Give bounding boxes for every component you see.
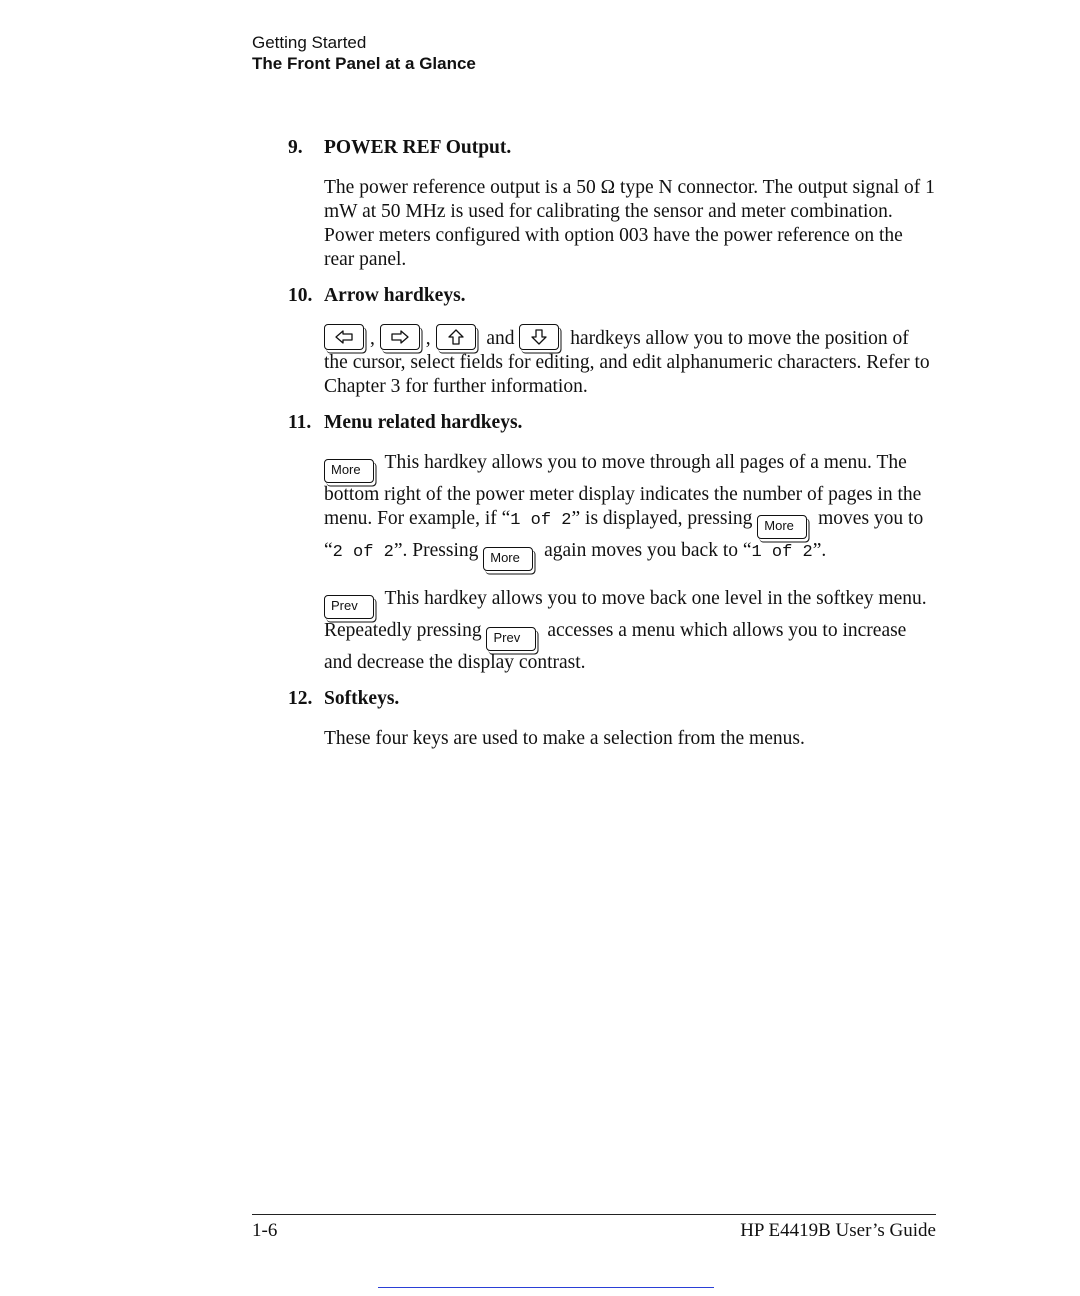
prev-text: This hardkey allows you to move back one level in the softkey menu. Repeatedly pressing	[324, 588, 927, 641]
prev-key-description	[324, 587, 936, 675]
item-number: 9.	[288, 137, 303, 158]
page-body	[288, 136, 948, 763]
arrow-hardkeys-text: hardkeys allow you to move the position of the cursor, select fields for editing, and edit alphanumeric characters. Refer to Chapter 3 for further information.	[324, 328, 930, 397]
item-number: 12.	[288, 688, 313, 709]
up-arrow-key	[436, 324, 476, 350]
item-heading-menu-hardkeys	[288, 411, 948, 435]
more-key: More	[483, 547, 533, 571]
down-arrow-key	[519, 324, 559, 350]
page-number: 1-6	[252, 1220, 278, 1241]
softkeys-description: These four keys are used to make a selection from the menus.	[324, 728, 805, 749]
left-arrow-key	[324, 324, 364, 350]
more-text: again moves you back to “	[544, 540, 752, 561]
link-underline[interactable]	[378, 1287, 714, 1288]
item-title: Arrow hardkeys.	[324, 285, 466, 306]
more-key-description	[324, 451, 936, 571]
arrow-hardkeys-description	[324, 324, 936, 399]
running-header	[252, 32, 476, 74]
item-title: Softkeys.	[324, 688, 400, 709]
page-indicator: 1 of 2	[751, 543, 813, 562]
more-key: More	[324, 459, 374, 483]
page-indicator: 2 of 2	[332, 543, 394, 562]
more-text: ”.	[812, 540, 827, 561]
chapter-title: Getting Started	[252, 33, 367, 52]
prev-text: accesses a menu which allows you to increase and decrease the display contrast.	[324, 620, 907, 673]
right-arrow-icon	[390, 329, 410, 345]
more-text: ” is displayed, pressing	[571, 508, 753, 529]
prev-key: Prev	[324, 595, 374, 619]
prev-key: Prev	[486, 627, 536, 651]
item-heading-softkeys	[288, 687, 948, 711]
item-title: Menu related hardkeys.	[324, 412, 523, 433]
footer-rule	[252, 1214, 936, 1215]
item-heading-power-ref	[288, 136, 948, 160]
more-text: This hardkey allows you to move through all pages of a menu. The bottom right of the power meter display indicates the number of pages in the menu. For example, if “	[324, 452, 922, 529]
down-arrow-icon	[529, 329, 549, 345]
up-arrow-icon	[446, 329, 466, 345]
conjunction: and	[486, 328, 515, 349]
guide-title: HP E4419B User’s Guide	[740, 1220, 936, 1241]
item-title: POWER REF Output.	[324, 137, 512, 158]
left-arrow-icon	[334, 329, 354, 345]
item-number: 11.	[288, 412, 312, 433]
separator: ,	[370, 328, 375, 349]
power-ref-description: The power reference output is a 50 Ω type N connector. The output signal of 1 mW at 50 MHz is used for calibrating the sensor and meter combination. Power meters configured with option 003 have the power reference on the rear panel.	[324, 177, 935, 270]
section-title: The Front Panel at a Glance	[252, 54, 476, 73]
more-text: ”. Pressing	[393, 540, 479, 561]
more-text: moves you to “	[324, 508, 924, 561]
page-indicator: 1 of 2	[510, 511, 572, 530]
separator: ,	[425, 328, 431, 349]
more-key: More	[757, 515, 807, 539]
item-number: 10.	[288, 285, 313, 306]
item-heading-arrow-hardkeys	[288, 284, 948, 308]
right-arrow-key	[380, 324, 420, 350]
